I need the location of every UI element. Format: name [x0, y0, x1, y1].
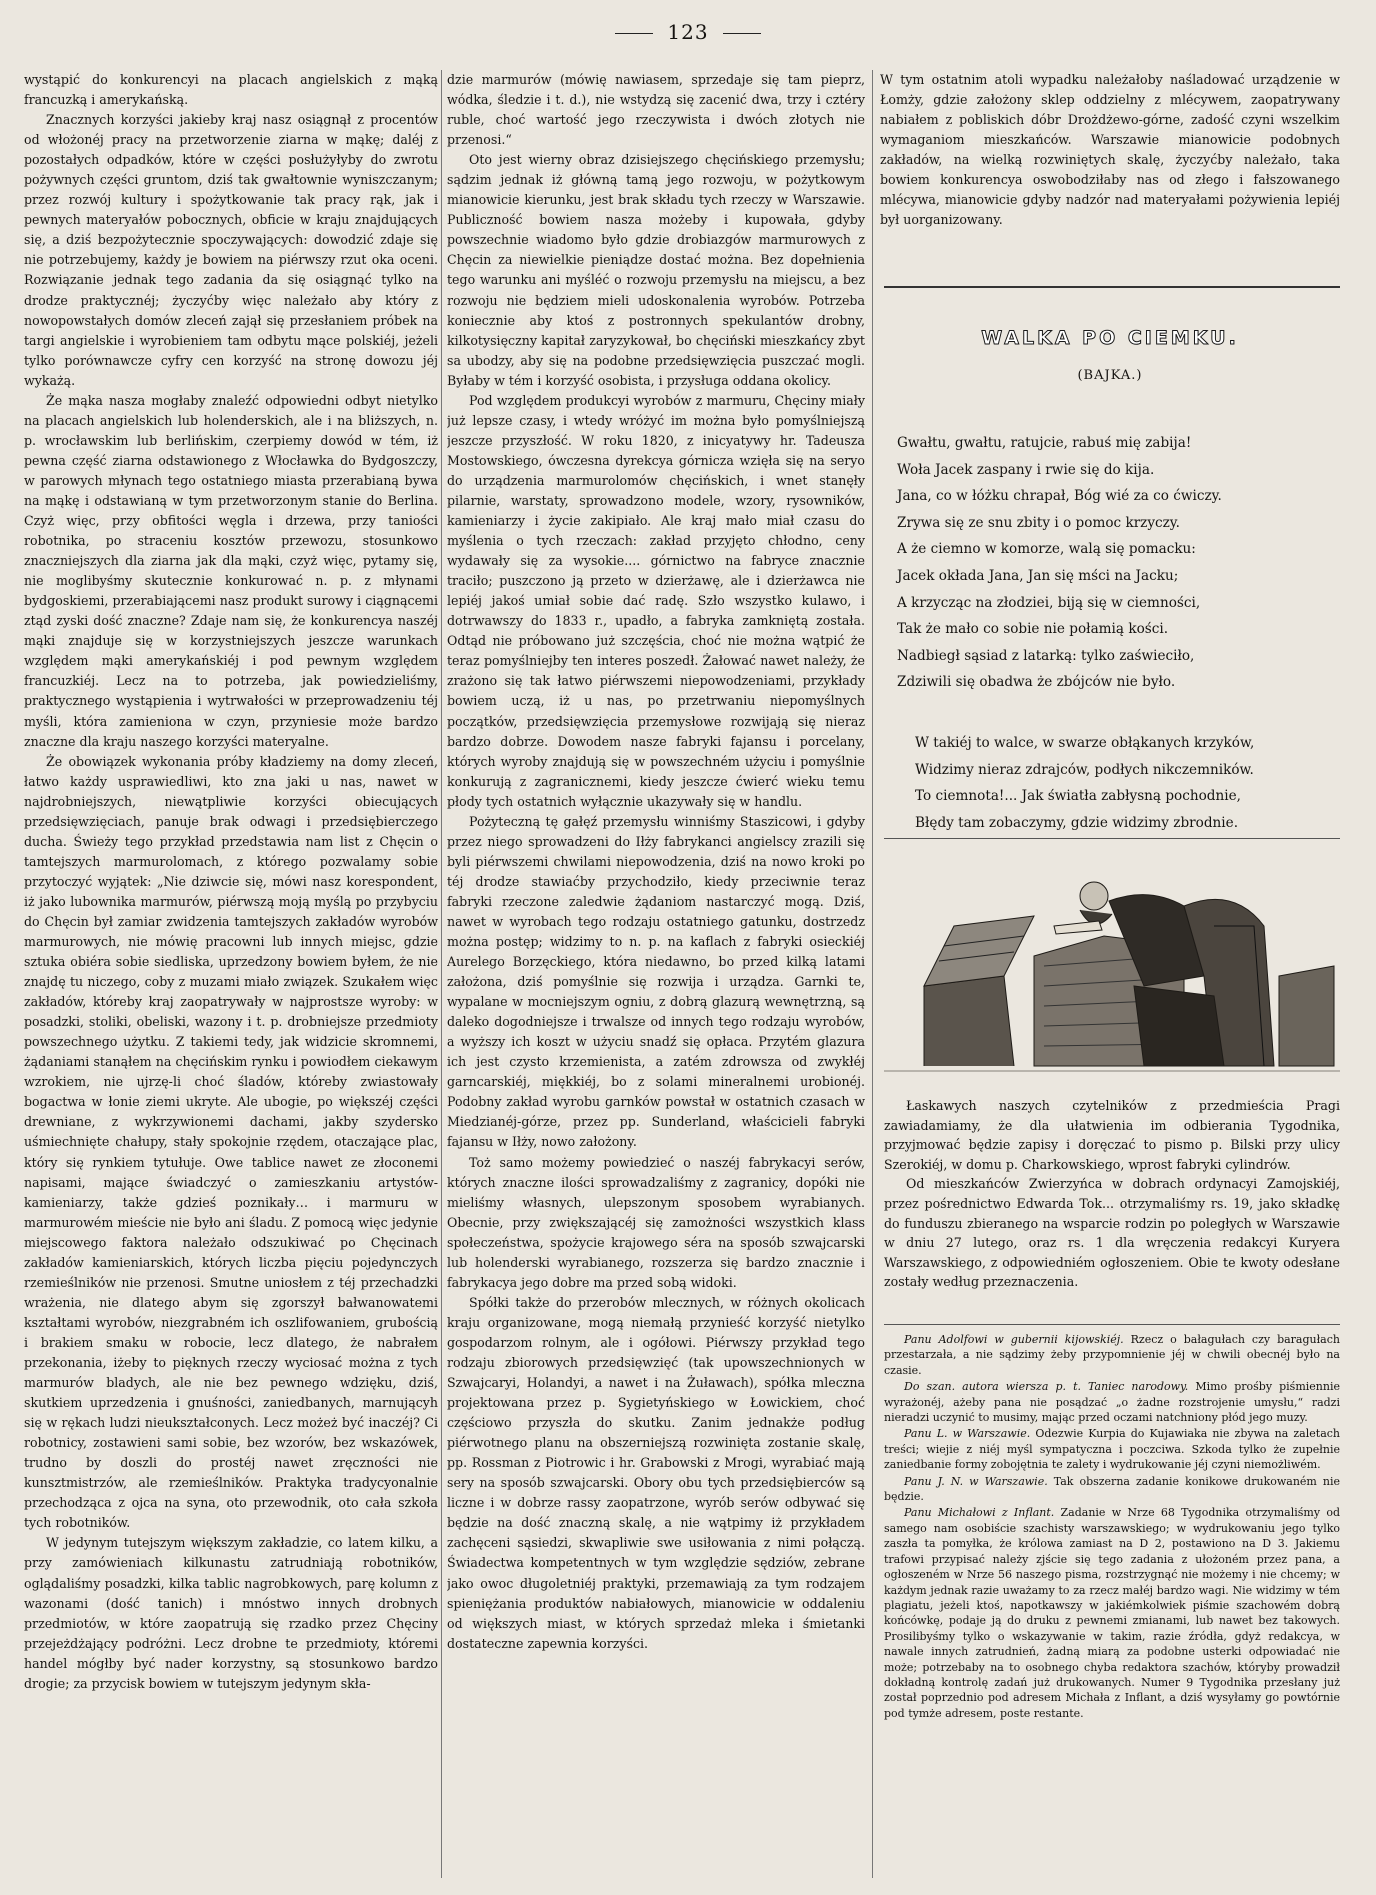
column-3-notices — [884, 1096, 1340, 1292]
folio-dash-right — [723, 33, 761, 34]
section-rule — [884, 838, 1340, 839]
column-2-paragraph: Oto jest wierny obraz dzisiejszego chęcińskiego przemysłu; sądzim jednak iż główną tamą jego rozwoju, w pożytkowym mianowicie kierunku, jest brak składu tych rzeczy w Warszawie. Publiczność bowiem nasza możeby i kupowała, gdyby powszechnie wiadomo było gdzie drobiazgów marmurowych z Chęcin za niewielkie pieniądze dostać można. Bez dopełnienia tego warunku ani myśléć o rozwoju przemysłu na miejscu, a bez rozwoju nie będziem mieli udoskonalenia wyrobów. Potrzeba koniecznie aby ktoś z postronnych spekulantów drobny, kilkotysięczny kapitał zaryzykował, bo chęciński mieszkańcy zbyt sa ubodzy, aby się na podobne przedsięwzięcia puszczać mogli. Byłaby w tém i korzyść osobista, i przysługa oddana okolicy. — [447, 152, 865, 388]
editorial-note — [884, 1505, 1340, 1721]
editorial-note — [884, 1332, 1340, 1378]
poem-line: Jana, co w łóżku chrapał, Bóg wié za co ćwiczy. — [897, 488, 1222, 505]
note-addressee: Panu L. w Warszawie. — [904, 1427, 1031, 1441]
poem-line: Zdziwili się obadwa że zbójców nie było. — [897, 674, 1176, 691]
poem-subtitle: (BAJKA.) — [1077, 368, 1143, 383]
note-text: Tak obszerna zadanie konikowe drukowaném nie będzie. — [884, 1474, 1340, 1504]
note-addressee: Panu Adolfowi w gubernii kijowskiéj. — [904, 1333, 1124, 1346]
notice-paragraph: Łaskawych naszych czytelników z przedmieścia Pragi zawiadamiamy, że dla ułatwienia im odbierania Tygodnika, przyjmować będzie zapisy i doręczać to pismo p. Bilski przy ulicy Szerokiéj, w domu p. Charkowskiego, wprost fabryki cylindrów. — [884, 1098, 1340, 1172]
editorial-notes — [884, 1332, 1340, 1722]
column-3-paragraph: W tym ostatnim atoli wypadku należałoby naśladować urządzenie w Łomży, gdzie założony sklep oddzielny z mlécywem, zaopatrywany nabiałem z pobliskich dóbr Drożdżewo-górne, zadość czyni wszelkim wymaganiom mieszkańców. Warszawie mianowicie podobnych zakładów, na wielką rozwiniętych skalę, życzyćby należało, taka bowiem konkurencya oswobodziłaby nas od złego i fałszowanego mlécywa, mianowicie gdyby nadzór nad materyałami pożywienia lepiéj był uorganizowany. — [880, 72, 1340, 228]
column-divider-1 — [441, 70, 442, 1878]
column-2-paragraph: Toż samo możemy powiedzieć o naszéj fabrykacyi serów, których znaczne ilości sprowadzaliśmy z zagranicy, dopóki nie mieliśmy własnych, ulepszonym sposobem wyrabianych. Obecnie, przy zwiększającéj się zamożności wszystkich klass społeczeństwa, spożycie krajowego séra na sposób szwajcarski lub holenderski wyrabianego, rozszerza się bardzo znacznie i fabrykacya jego dobre ma przed sobą widoki. — [447, 1154, 865, 1290]
note-addressee: Do szan. autora wiersza p. t. Taniec narodowy. — [904, 1380, 1189, 1394]
poem-line: Błędy tam zobaczymy, gdzie widzimy zbrodnie. — [915, 814, 1239, 831]
editorial-note — [884, 1474, 1340, 1505]
poem-line: A krzycząc na złodziei, biją się w ciemności, — [897, 594, 1201, 611]
column-2-paragraph: Spółki także do przerobów mlecznych, w różnych okolicach kraju organizowane, mogą niemałą przynieść korzyść nietylko gospodarzom rolnym, ale i ogółowi. Piérwszy przykład tego rodzaju zbiorowych przedsięwzięć (tak upowszechnionych w Szwajcaryi, Holandyi, a nawet i na Żuławach), spółka mleczna projektowana przez p. Sygietyńskiego w Łowickiem, choć częściowo przyszła do skutku. Zanim jednakże podług piérwotnego planu na obszerniejszą rozwinięta zostanie skalę, pp. Rossman z Piotrowic i hr. Grabowski z Mrogi, wyrabiać mają sery na sposób szwajcarski. Obory obu tych przedsiębierców są liczne i w dobrze rassy zaopatrzone, wyrób serów odbywać się będzie na dość znaczną skalę, a nie wątpimy iż przykładem zachęceni sąsiedzi, skwapliwie swe usiłowania z nimi połączą. Świadectwa kompetentnych w tym względzie sędziów, zebrane jako owoc długoletniéj praktyki, przemawiają za tym rodzajem spieniężania produktów nabiałowych, mianowicie w oddaleniu od większych miast, w których sprzedaż mleka i śmietanki dostateczne zapewnia korzyści. — [447, 1294, 865, 1651]
poem-line: Woła Jacek zaspany i rwie się do kija. — [897, 461, 1155, 478]
column-1-paragraph: wystąpić do konkurencyi na placach angielskich z mąką francuzką i amerykańską. — [24, 72, 438, 108]
column-1-paragraph: Znacznych korzyści jakieby kraj nasz osiągnął z procentów od włożonéj pracy na przetworzenie ziarna w mąkę; daléj z pozostałych odpadków, które w części posłużyłyby do zwrotu pożywnych części gruntom, dziś tak gwałtownie wyniszczanym; przez rozwój kultury i spożytkowanie tak pracy rąk, jak i pewnych materyałów pobocznych, obficie w kraju znajdujących się, a dziś bezpożytecznie spoczywających: dowodzić zdaje się nie potrzebujemy, każdy je bowiem na piérwszy rzut oka oceni. Rozwiązanie jednak tego zadania da się osiągnąć tylko na drodze praktycznéj; życzyćby więc należało aby który z nowopowstałych domów zleceń zajął się przesłaniem próbek na targi angielskie i wyrobieniem tam odbytu mące polskiéj, jeżeli tylko porównawcze cyfry cen korzyść na stronę dowozu jéj wykażą. — [24, 112, 438, 388]
editorial-note — [884, 1426, 1340, 1472]
poem-body — [897, 430, 1337, 836]
column-2 — [447, 70, 865, 1878]
column-3-top — [880, 70, 1340, 282]
poem-line: Gwałtu, gwałtu, ratujcie, rabuś mię zabija! — [897, 435, 1192, 451]
section-rule — [884, 286, 1340, 288]
poem-title: WALKA PO CIEMKU. — [981, 327, 1239, 349]
column-2-paragraph: Pożyteczną tę gałęź przemysłu winniśmy Staszicowi, i gdyby przez niego sprowadzeni do Iłży fabrykanci angielscy zrazili się byli piérwszemi chwilami niepowodzenia, dziś na nowo kroki po téj drodze stawiaćby przychodziło, kiedy przeciwnie teraz fabryki rzeczone zaledwie żądaniom nastarczyć mogą. Dziś, nawet w wyrobach tego rodzaju ostatniego gatunku, dostrzedz można postęp; widzimy to n. p. na kaflach z fabryki osieckiéj Aurelego Borzęckiego, która niedawno, bo przed kilką latami założona, dziś pomyślnie się rozwija i urządza. Garnki te, wypalane w mocniejszym ogniu, z dobrą glazurą wewnętrzną, są daleko dogodniejsze i trwalsze od innych tego rodzaju wyrobów, a wyższy ich koszt w użyciu snadź się opłaca. Przytém glazura ich jest czysto krzemienista, a zatém zdrowsza od zwykłéj garncarskiéj, miękkiéj, bo z solami mineralnemi urobionéj. Podobny zakład wyrobu garnków powstał w ostatnich czasach w Miedzianéj-górze, przez pp. Sunderland, właścicieli fabryki fajansu w Iłży, nowo założony. — [447, 813, 865, 1150]
engraving-reader-at-desk-icon — [884, 866, 1340, 1080]
note-addressee: Panu J. N. w Warszawie. — [904, 1474, 1048, 1488]
poem-line: Zrywa się ze snu zbity i o pomoc krzyczy. — [897, 514, 1180, 531]
column-1 — [24, 70, 438, 1878]
poem-line: Jacek okłada Jana, Jan się mści na Jacku; — [897, 567, 1179, 584]
poem-line: Nadbiegł sąsiad z latarką: tylko zaświeciło, — [897, 647, 1195, 664]
note-addressee: Panu Michałowi z Inflant. — [904, 1506, 1055, 1520]
column-2-paragraph: dzie marmurów (mówię nawiasem, sprzedaje się tam pieprz, wódka, śledzie i t. d.), nie wstydzą się zacenić dwa, trzy i cztéry ruble, choć wartość jego rzeczywista i dwóch złotych nie przenosi.“ — [447, 72, 865, 148]
notice-paragraph: Od mieszkańców Zwierzyńca w dobrach ordynacyi Zamojskiéj, przez pośrednictwo Edwarda Tok... otrzymaliśmy rs. 19, jako składkę do funduszu zbieranego na wsparcie rodzin po poległych w Warszawie w dniu 27 lutego, oraz rs. 1 dla wręczenia redakcyi Kuryera Warszawskiego, z odpowiedniém ogłoszeniem. Obie te kwoty odesłane zostały według przeznaczenia. — [884, 1176, 1340, 1290]
note-text: Rzecz o bałagułach czy baragułach przestarzała, a nie sądzimy żeby przypomnienie jéj w chwili obecnéj było na czasie. — [884, 1333, 1340, 1377]
note-text: Mimo prośby piśmiennie wyrażonéj, ażeby pana nie posądzać „o żadne rozstrojenie umysłu,“ radzi nieradzi uczynić to musimy, mając przed oczami natchniony płód jego muzy. — [884, 1380, 1340, 1425]
poem-line: Tak że mało co sobie nie połamią kości. — [897, 621, 1169, 638]
poem-line: W takiéj to walce, w swarze obłąkanych krzyków, — [915, 734, 1255, 751]
poem-line: A że ciemno w komorze, walą się pomacku: — [897, 541, 1196, 558]
note-text: Odezwie Kurpia do Kujawiaka nie zbywa na zaletach treści; wiejie z niéj myśl sympatyczna i poczciwa. Szkoda tylko że zupełnie zaniedbanie formy zobojętnia te zalety i wydrukowanie jéj czyni niemożliwém. — [884, 1427, 1340, 1472]
stanza-gap — [897, 696, 1337, 730]
poem-line: Widzimy nieraz zdrajców, podłych nikczemników. — [915, 761, 1254, 778]
column-2-paragraph: Pod względem produkcyi wyrobów z marmuru, Chęciny miały już lepsze czasy, i wtedy wróżyć im można było pomyślniejszą jeszcze przyszłość. W roku 1820, z inicyatywy hr. Tadeusza Mostowskiego, ówczesna dyrekcya górnicza wzięła się na seryo do urządzenia marmurolomów chęcińskich, i wnet stanęły pilarnie, warstaty, sprowadzono modele, wzory, rysowników, kamieniarzy i życie zakipiało. Ale kraj mało miał czasu do myślenia o tych rzeczach: zakład przyjęto chłodno, ceny wydawały się za wysokie.... górnictwo na fabryce znacznie traciło; puszczono ją przeto w dzierżawę, ale i dzierżawca nie lepiéj jakoś umiał sobie dać radę. Szło wszystko kulawo, i dotrwawszy do 1833 r., upadło, a fabryka zamkniętą została. Odtąd nie próbowano już szczęścia, choć nie można wątpić że teraz pomyślniejby ten interes poszedł. Żałować nawet należy, że zrażono się tak łatwo piérwszemi niepowodzeniami, przykłady bowiem uczą, iż u nas, po przetrwaniu niepomyślnych początków, przedsięwzięcia przemysłowe rozwijają się nieraz bardzo dobrze. Dowodem nasze fabryki fajansu i porcelany, których wyroby znajdują się w powszechném użyciu i pomyślnie konkurują z zagranicznemi, kiedy jeszcze ćwierć wieku temu płody tych ostatnich wyłącznie ukazywały się w handlu. — [447, 392, 865, 809]
column-1-paragraph: W jedynym tutejszym większym zakładzie, co latem kilku, a przy zamówieniach kilkunastu zatrudniają robotników, oglądaliśmy posadzki, kilka tablic nagrobkowych, parę kolumn z wazonami (dość tanich) i mnóstwo innych drobnych przedmiotów, w które zaopatrują się rzadko przez Chęciny przejeżdżający podróżni. Lecz drobne te przedmioty, któremi handel mógłby być nader korzystny, są stosunkowo bardzo drogie; za przycisk bowiem w tutejszym jedynym skła- — [24, 1535, 438, 1691]
column-1-paragraph: Że obowiązek wykonania próby kładziemy na domy zleceń, łatwo każdy usprawiedliwi, kto zna jaki u nas, nawet w najdrobniejszych, niewątpliwie korzyści obiecujących przedsięwzięciach, panuje brak odwagi i przedsiębierczego ducha. Świeży tego przykład przedstawia nam list z Chęcin o tamtejszych marmurolomach, z którego pozwalamy sobie przytoczyć wyjątek: „Nie dziwcie się, mówi nasz korespondent, iż jako lubownika marmurów, piérwszą moją myślą po przybyciu do Chęcin był zamiar zwidzenia tamtejszych zakładów wyrobów marmurowych, nie mówię pracowni lub innych miejsc, gdzie sztuka obiéra sobie siedliska, uprzedzony bowiem byłem, że nie znajdę tu niczego, coby z muzami miało związek. Szukałem więc zakładów, któreby kraj zaopatrywały w najprostsze wyroby: w posadzki, stoliki, obeliski, wazony i t. p. drobniejsze przedmioty powszechnego użytku. Z takiemi tedy, jak widzicie skromnemi, żądaniami stanąłem na chęcińskim rynku i powiodłem ciekawym wzrokiem, nie ujrzę-li choć śladów, któreby zwiastowały bogactwa w łonie ziemi ukryte. Ale ubogie, po większéj części drewniane, z wykrzywionemi dachami, jakby szydersko uśmiechnięte chałupy, stały spokojnie rzędem, otaczające plac, który się rynkiem tytułuje. Owe tablice nawet ze złoconemi napisami, mające świadczyć o zamieszkaniu artystów-kamieniarzy, także gdzieś poznikały… i marmuru w marmurowém mieście nie było ani śladu. Z pomocą więc jedynie miejscowego faktora należało odszukiwać po Chęcinach zakładów kamieniarskich, których liczba pięciu pojedynczych rzemieślników nie przenosi. Smutne uniosłem z téj przechadzki wrażenia, nie dlatego abym się zgorszył bałwanowatemi kształtami wyrobów, niezgrabném ich oszlifowaniem, grubością i brakiem smaku w robocie, lecz dlatego, że nabrałem przekonania, iżeby to pięknych rzeczy wyciosać można z tych marmurów bladych, ale nie bez pewnego wdzięku, dziś, skutkiem uprzedzenia i gnuśności, zaniedbanych, marnującyh się w rękach ludzi nieukształconych. Lecz możeż być inaczéj? Ci robotnicy, zostawieni sami sobie, bez wzorów, bez wskazówek, trudno by doszli do prostéj nawet zręczności nie kunsztmistrzów, ale rzemieślników. Praktyka tradycyonalnie przechodząca z ojca na syna, oto przewodnik, oto cała szkoła tych robotników. — [24, 753, 438, 1531]
column-1-paragraph: Że mąka nasza mogłaby znaleźć odpowiedni odbyt nietylko na placach angielskich lub holenderskich, ale i na bliższych, n. p. wrocławskim lub berlińskim, czerpiemy dowód w tém, iż pewna część ziarna odstawionego z Włocławka do Bydgoszczy, w parowych młynach tego ostatniego miasta przerabianą bywa na mąkę i odstawianą w tym przetworzonym stanie do Berlina. Czyż więc, przy obfitości węgla i drzewa, przy taniości robotnika, po straceniu kosztów przewozu, stosunkowo znaczniejszych dla ziarna jak dla mąki, czyż więc, pytamy się, nie moglibyśmy skutecznie konkurować n. p. z młynami bydgoskiemi, przerabiającemi nasz produkt surowy i ciągnącemi ztąd zyski dość znaczne? Zdaje nam się, że konkurencya naszéj mąki znajduje się w korzystniejszych jeszcze warunkach względem mąki amerykańskiéj i pod pewnym względem francuzkiéj. Lecz na to potrzeba, jak powiedzieliśmy, praktycznego wystąpienia i wytrwałości w przeprowadzeniu téj myśli, która zamieniona w czyn, przyniesie może bardzo znaczne dla kraju naszego korzyści materyalne. — [24, 392, 438, 749]
page-number — [0, 20, 1376, 44]
poem-line: To ciemnota!... Jak światła zabłysną pochodnie, — [915, 788, 1241, 805]
note-text: Zadanie w Nrze 68 Tygodnika otrzymaliśmy od samego nam osobiście szachisty warszawskiego; w wydrukowaniu jego tylko zaszła ta pomyłka, że królowa zamiast na D 2, postawiono na D 3. Jakiemu trafowi przypisać należy zjście się tego zadania z ułożoném przez pana, a ogłoszeném w Nrze 56 naszego pisma, rozstrzygnąć nie możemy i nie chcemy; w każdym jednak razie uważamy to za rzecz małéj bardzo wagi. Nie widzimy w tém plagiatu, jeżeli ktoś, napotkawszy w jakiémkolwiek piśmie szachowém dobrą końcówkę, podaje ją do druku z pewnemi zmianami, lub nawet bez takowych. Prosilibyśmy tylko o wskazywanie w takim, razie źródła, gdyż redakcya, w nawale innych zatrudnień, żadną miarą za podobne usterki odpowiadać nie może; potrzebaby na to osobnego chyba redaktora szachów, któryby prowadził dokładną kontrolę zadań już drukowanych. Numer 9 Tygodnika przesłany już został poprzednio pod adresem Michała z Inflant, a dziś wysyłamy go powtórnie pod tymże adresem, poste restante. — [884, 1506, 1340, 1720]
page-number-text: 123 — [667, 20, 709, 44]
section-rule — [884, 1324, 1340, 1325]
column-divider-2 — [872, 70, 873, 1878]
editorial-note — [884, 1379, 1340, 1425]
folio-dash-left — [615, 33, 653, 34]
